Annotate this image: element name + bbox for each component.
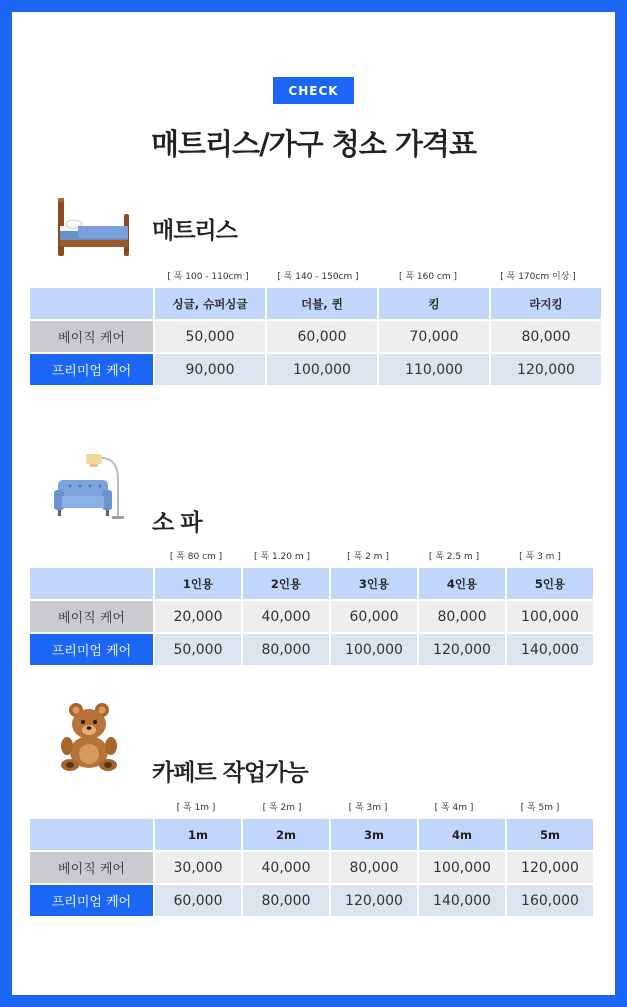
header-cell: 4m <box>419 819 505 850</box>
basic-care-label: 베이직 케어 <box>30 321 153 352</box>
width-label: [ 폭 160 cm ] <box>398 272 458 282</box>
price-cell: 80,000 <box>243 885 329 916</box>
width-label: [ 폭 100 - 110cm ] <box>167 272 249 282</box>
section-mattress <box>30 192 597 385</box>
width-label: [ 폭 5m ] <box>520 803 560 813</box>
header-cell: 2m <box>243 819 329 850</box>
teddy-bear-icon <box>50 702 134 772</box>
premium-care-label: 프리미엄 케어 <box>30 354 153 385</box>
header-cell: 더블, 퀸 <box>267 288 377 319</box>
section-header <box>30 452 597 536</box>
price-cell: 60,000 <box>267 321 377 352</box>
width-label: [ 폭 2.5 m ] <box>428 552 480 562</box>
header-cell: 3m <box>331 819 417 850</box>
check-badge: CHECK <box>273 77 354 104</box>
price-cell: 100,000 <box>507 601 593 632</box>
price-cell: 120,000 <box>331 885 417 916</box>
section-title: 매트리스 <box>152 218 237 244</box>
width-label: [ 폭 4m ] <box>434 803 474 813</box>
header-cell: 3인용 <box>331 568 417 599</box>
price-cell: 30,000 <box>155 852 241 883</box>
basic-care-label: 베이직 케어 <box>30 852 153 883</box>
price-cell: 100,000 <box>331 634 417 665</box>
header-cell: 1인용 <box>155 568 241 599</box>
price-table <box>30 288 597 385</box>
header-cell: 싱글, 슈퍼싱글 <box>155 288 265 319</box>
price-cell: 40,000 <box>243 601 329 632</box>
price-cell: 100,000 <box>419 852 505 883</box>
basic-care-label: 베이직 케어 <box>30 601 153 632</box>
price-cell: 80,000 <box>419 601 505 632</box>
bed-icon <box>50 192 134 262</box>
header-cell: 2인용 <box>243 568 329 599</box>
section-carpet <box>30 702 597 916</box>
width-row <box>30 266 597 288</box>
price-cell: 120,000 <box>491 354 601 385</box>
price-table <box>30 819 597 916</box>
price-cell: 60,000 <box>155 885 241 916</box>
price-cell: 160,000 <box>507 885 593 916</box>
width-label: [ 폭 3m ] <box>348 803 388 813</box>
price-cell: 50,000 <box>155 321 265 352</box>
price-cell: 140,000 <box>419 885 505 916</box>
header-blank <box>30 819 153 850</box>
section-header <box>30 192 597 262</box>
width-label: [ 폭 170cm 이상 ] <box>500 272 576 282</box>
section-sofa <box>30 452 597 665</box>
price-cell: 50,000 <box>155 634 241 665</box>
width-label: [ 폭 1.20 m ] <box>254 552 310 562</box>
width-row <box>30 546 597 568</box>
premium-care-label: 프리미엄 케어 <box>30 634 153 665</box>
price-cell: 80,000 <box>243 634 329 665</box>
header-blank <box>30 288 153 319</box>
price-cell: 110,000 <box>379 354 489 385</box>
header-cell: 킹 <box>379 288 489 319</box>
header-cell: 1m <box>155 819 241 850</box>
price-cell: 20,000 <box>155 601 241 632</box>
header-cell: 라지킹 <box>491 288 601 319</box>
premium-care-label: 프리미엄 케어 <box>30 885 153 916</box>
price-cell: 60,000 <box>331 601 417 632</box>
width-label: [ 폭 2m ] <box>262 803 302 813</box>
price-sheet <box>12 12 615 995</box>
price-cell: 120,000 <box>419 634 505 665</box>
section-title: 카페트 작업가능 <box>152 760 308 786</box>
section-header <box>30 702 597 786</box>
price-cell: 100,000 <box>267 354 377 385</box>
price-cell: 80,000 <box>331 852 417 883</box>
width-row <box>30 797 597 819</box>
width-label: [ 폭 2 m ] <box>347 552 389 562</box>
price-cell: 80,000 <box>491 321 601 352</box>
width-label: [ 폭 80 cm ] <box>169 552 223 562</box>
price-cell: 70,000 <box>379 321 489 352</box>
header-cell: 4인용 <box>419 568 505 599</box>
width-label: [ 폭 140 - 150cm ] <box>277 272 359 282</box>
page-title: 매트리스/가구 청소 가격표 <box>151 127 476 161</box>
price-cell: 140,000 <box>507 634 593 665</box>
price-table <box>30 568 597 665</box>
header-cell: 5m <box>507 819 593 850</box>
width-label: [ 폭 1m ] <box>176 803 216 813</box>
header-blank <box>30 568 153 599</box>
section-title: 소 파 <box>152 510 202 536</box>
header-cell: 5인용 <box>507 568 593 599</box>
width-label: [ 폭 3 m ] <box>519 552 561 562</box>
price-cell: 120,000 <box>507 852 593 883</box>
price-cell: 40,000 <box>243 852 329 883</box>
sofa-lamp-icon <box>50 452 134 522</box>
price-cell: 90,000 <box>155 354 265 385</box>
